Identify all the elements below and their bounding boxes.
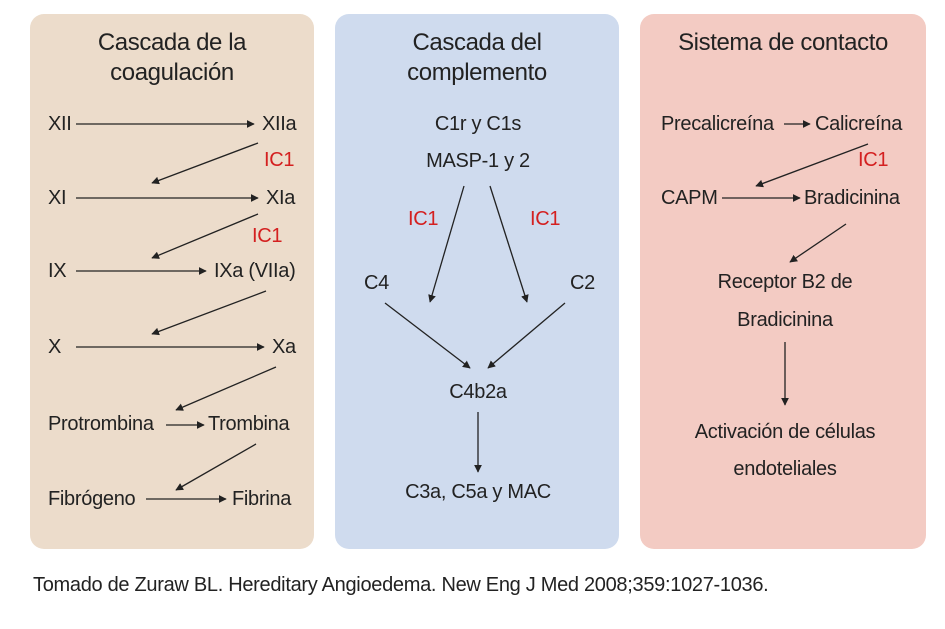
label-ic1-comp-right: IC1	[530, 208, 561, 230]
label-bradicinina: Bradicinina	[804, 187, 900, 209]
label-ic1-comp-left: IC1	[408, 208, 439, 230]
label-ixa-viia: IXa (VIIa)	[214, 260, 296, 282]
arrow-c2-c4b2a	[488, 303, 565, 368]
label-c1r-c1s: C1r y C1s	[434, 113, 522, 135]
arrow-c1-c4	[430, 186, 464, 302]
label-c3a-c5a-mac: C3a, C5a y MAC	[405, 481, 551, 503]
label-trombina: Trombina	[208, 413, 290, 435]
arrow-calicreina-capm	[756, 144, 868, 186]
label-c4: C4	[364, 272, 389, 294]
label-ic1-contacto: IC1	[858, 149, 889, 171]
label-c4b2a: C4b2a	[449, 381, 507, 403]
arrow-bradicinina-receptor	[790, 224, 846, 262]
label-fibrinogeno: Fibrógeno	[48, 488, 136, 510]
label-masp: MASP-1 y 2	[426, 150, 530, 172]
label-calicreina: Calicreína	[815, 113, 903, 135]
label-xiia: XIIa	[262, 113, 297, 135]
label-c2: C2	[570, 272, 595, 294]
arrow-ixa-x	[152, 291, 266, 334]
label-xa: Xa	[272, 336, 296, 358]
label-ic1-coag-2: IC1	[252, 225, 283, 247]
label-receptor-b2-line2: Bradicinina	[737, 309, 833, 331]
label-activacion-line1: Activación de células	[694, 421, 876, 443]
label-capm: CAPM	[661, 187, 718, 209]
label-precalicreina: Precalicreína	[661, 113, 774, 135]
label-xii: XII	[48, 113, 72, 135]
label-fibrina: Fibrina	[232, 488, 292, 510]
arrow-c1-c2	[490, 186, 527, 302]
arrow-c4-c4b2a	[385, 303, 470, 368]
label-xi: XI	[48, 187, 67, 209]
arrow-xiia-xi	[152, 143, 258, 183]
coagulacion-title	[30, 28, 314, 88]
label-activacion-line2: endoteliales	[733, 458, 837, 480]
coagulacion-title-line1: Cascada de la	[97, 29, 247, 56]
arrow-xa-protrombina	[176, 367, 276, 410]
label-ix: IX	[48, 260, 67, 282]
label-x: X	[48, 336, 62, 358]
label-ic1-coag-1: IC1	[264, 149, 295, 171]
label-xia: XIa	[266, 187, 296, 209]
arrow-trombina-fibrinogeno	[176, 444, 256, 490]
source-caption: Tomado de Zuraw BL. Hereditary Angioedema. New Eng J Med 2008;359:1027-1036.	[33, 574, 769, 596]
label-receptor-b2-line1: Receptor B2 de	[717, 271, 853, 293]
arrow-xia-ix	[152, 214, 258, 258]
complemento-title-line2: complemento	[407, 59, 547, 86]
label-protrombina: Protrombina	[48, 413, 154, 435]
complemento-title	[335, 28, 619, 88]
contacto-title: Sistema de contacto	[678, 29, 888, 56]
coagulacion-title-line2: coagulación	[110, 59, 234, 86]
complemento-title-line1: Cascada del	[412, 29, 542, 56]
